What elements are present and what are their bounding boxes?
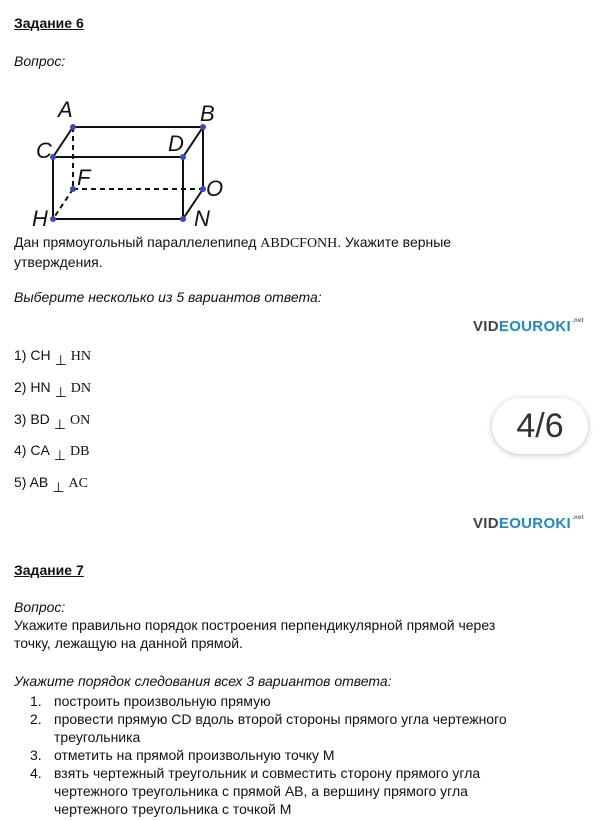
answer-option-2[interactable]: 2) HN ⊥ DN: [14, 379, 91, 400]
label-N: N: [194, 206, 210, 231]
task7-instruction: Укажите порядок следования всех 3 вариантов ответа:: [14, 673, 392, 689]
label-F: F: [77, 165, 91, 190]
videouroki-logo: $VIDEOUROKI^{.net}$: [473, 515, 584, 532]
task7-steps-list: [14, 692, 574, 818]
answer-option-5[interactable]: 5) AB ⊥ AC: [14, 474, 88, 495]
edge-AC: [53, 127, 73, 157]
page-indicator[interactable]: 4/6: [492, 398, 588, 454]
answer-option-4[interactable]: 4) CA ⊥ DB: [14, 442, 90, 463]
vertex-H: [50, 216, 56, 222]
statement-figure-name: ABDCFONH: [260, 236, 338, 251]
task6-instruction: Выберите несколько из 5 вариантов ответа:: [14, 289, 322, 305]
label-B: B: [200, 101, 215, 126]
list-item[interactable]: 3. отметить на прямой произвольную точку M: [30, 747, 335, 763]
task6-title: Задание 6: [14, 15, 84, 31]
task6-statement: Дан прямоугольный параллелепипед ABDCFONH. Укажите верные утверждения.: [14, 234, 452, 270]
label-H: H: [32, 206, 48, 231]
task7-question: Укажите правильно порядок построения перпендикулярной прямой через точку, лежащую на данной прямой.: [14, 617, 496, 651]
label-C: C: [36, 138, 52, 163]
vertex-F: [70, 186, 76, 192]
label-A: A: [58, 97, 73, 122]
vertex-N: [180, 216, 186, 222]
answer-option-1[interactable]: 1) CH ⊥ HN: [14, 347, 91, 368]
label-D: D: [168, 131, 184, 156]
parallelepiped-figure: [28, 95, 238, 235]
label-O: O: [206, 176, 224, 201]
edge-FH-hidden: [53, 189, 73, 219]
answer-option-3[interactable]: 3) BD ⊥ ON: [14, 411, 91, 432]
task6-question-label: Вопрос:: [14, 53, 66, 69]
list-item[interactable]: 2. провести прямую CD вдоль второй стороны прямого угла чертежного треугольника: [30, 711, 507, 745]
task7-question-label: Вопрос:: [14, 599, 66, 615]
task7-title: Задание 7: [14, 562, 84, 578]
list-item[interactable]: 1. построить произвольную прямую: [30, 693, 271, 709]
edge-BD: [183, 127, 203, 157]
videouroki-logo: $VIDEOUROKI^{.net}$: [473, 318, 584, 335]
list-item[interactable]: 4. взять чертежный треугольник и совместить сторону прямого угла чертежного треугольника с прямой AB, а вершину прямого угла чертежного треугольника с точкой M: [30, 765, 481, 817]
vertex-A: [70, 124, 76, 130]
